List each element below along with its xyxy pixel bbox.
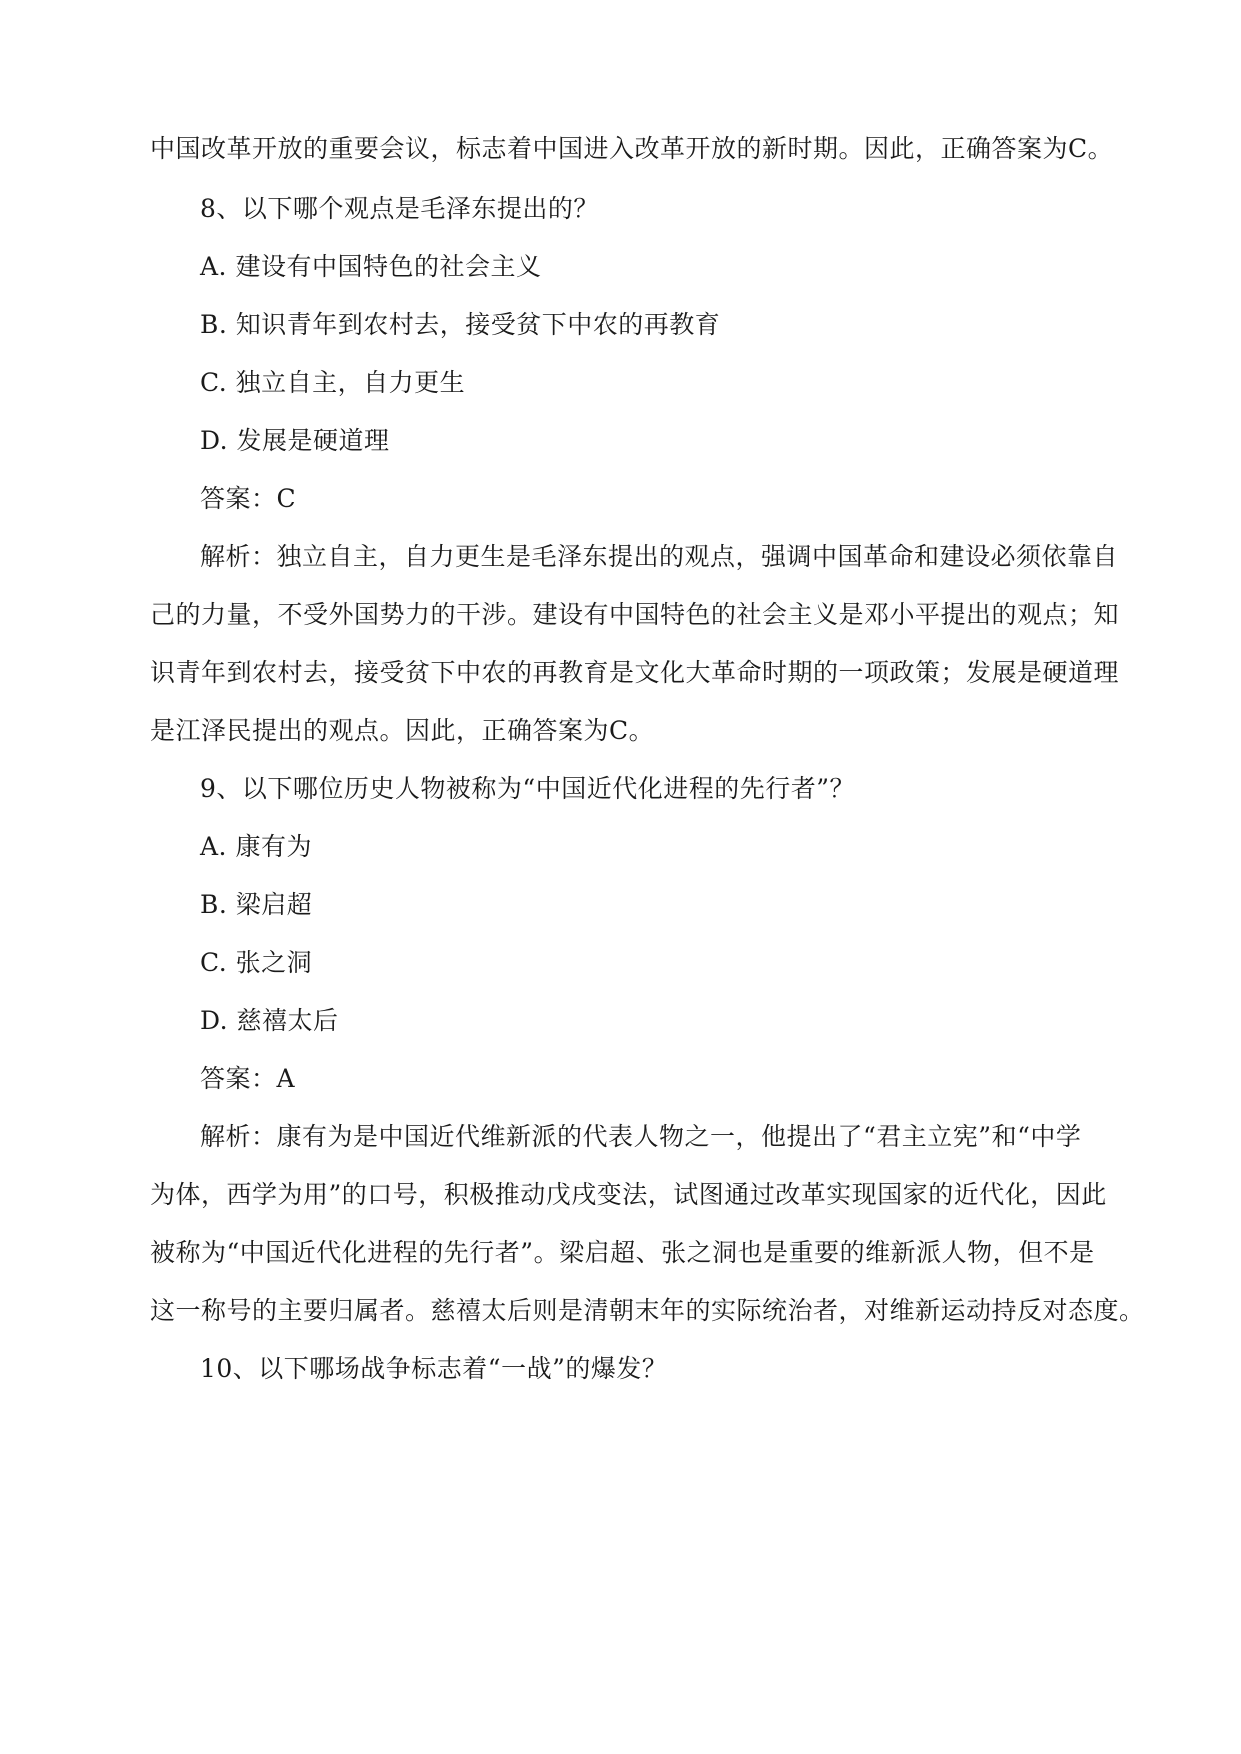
question-9-analysis-line-2: 为体，西学为用”的口号，积极推动戊戌变法，试图通过改革实现国家的近代化，因此 xyxy=(150,1180,1107,1209)
question-9-analysis-line-1: 解析：康有为是中国近代维新派的代表人物之一，他提出了“君主立宪”和“中学 xyxy=(200,1122,1082,1151)
question-9-analysis-line-3: 被称为“中国近代化进程的先行者”。梁启超、张之洞也是重要的维新派人物，但不是 xyxy=(150,1238,1095,1267)
question-8-option-a: A. 建设有中国特色的社会主义 xyxy=(200,252,542,281)
question-8-analysis-line-3: 识青年到农村去，接受贫下中农的再教育是文化大革命时期的一项政策；发展是硬道理 xyxy=(150,658,1120,687)
question-8-option-b: B. 知识青年到农村去，接受贫下中农的再教育 xyxy=(200,310,721,339)
question-8-analysis-line-2: 己的力量，不受外国势力的干涉。建设有中国特色的社会主义是邓小平提出的观点；知 xyxy=(150,600,1120,629)
question-8-answer: 答案：C xyxy=(200,484,297,513)
question-9-stem: 9、以下哪位历史人物被称为“中国近代化进程的先行者”？ xyxy=(200,774,855,803)
question-8-analysis-line-4: 是江泽民提出的观点。因此，正确答案为C。 xyxy=(150,716,655,745)
question-8-analysis-line-1: 解析：独立自主，自力更生是毛泽东提出的观点，强调中国革命和建设必须依靠自 xyxy=(200,542,1119,571)
question-9-option-c: C. 张之洞 xyxy=(200,948,313,977)
question-9-option-d: D. 慈禧太后 xyxy=(200,1006,339,1035)
question-8-stem: 8、以下哪个观点是毛泽东提出的？ xyxy=(200,194,599,223)
intro-line: 中国改革开放的重要会议，标志着中国进入改革开放的新时期。因此，正确答案为C。 xyxy=(150,134,1114,163)
question-9-option-b: B. 梁启超 xyxy=(200,890,313,919)
question-10-stem: 10、以下哪场战争标志着“一战”的爆发？ xyxy=(200,1354,668,1383)
question-9-analysis-line-4: 这一称号的主要归属者。慈禧太后则是清朝末年的实际统治者，对维新运动持反对态度。 xyxy=(150,1296,1145,1325)
question-9-option-a: A. 康有为 xyxy=(200,832,312,861)
question-8-option-d: D. 发展是硬道理 xyxy=(200,426,390,455)
question-8-option-c: C. 独立自主，自力更生 xyxy=(200,368,466,397)
question-9-answer: 答案：A xyxy=(200,1064,296,1093)
